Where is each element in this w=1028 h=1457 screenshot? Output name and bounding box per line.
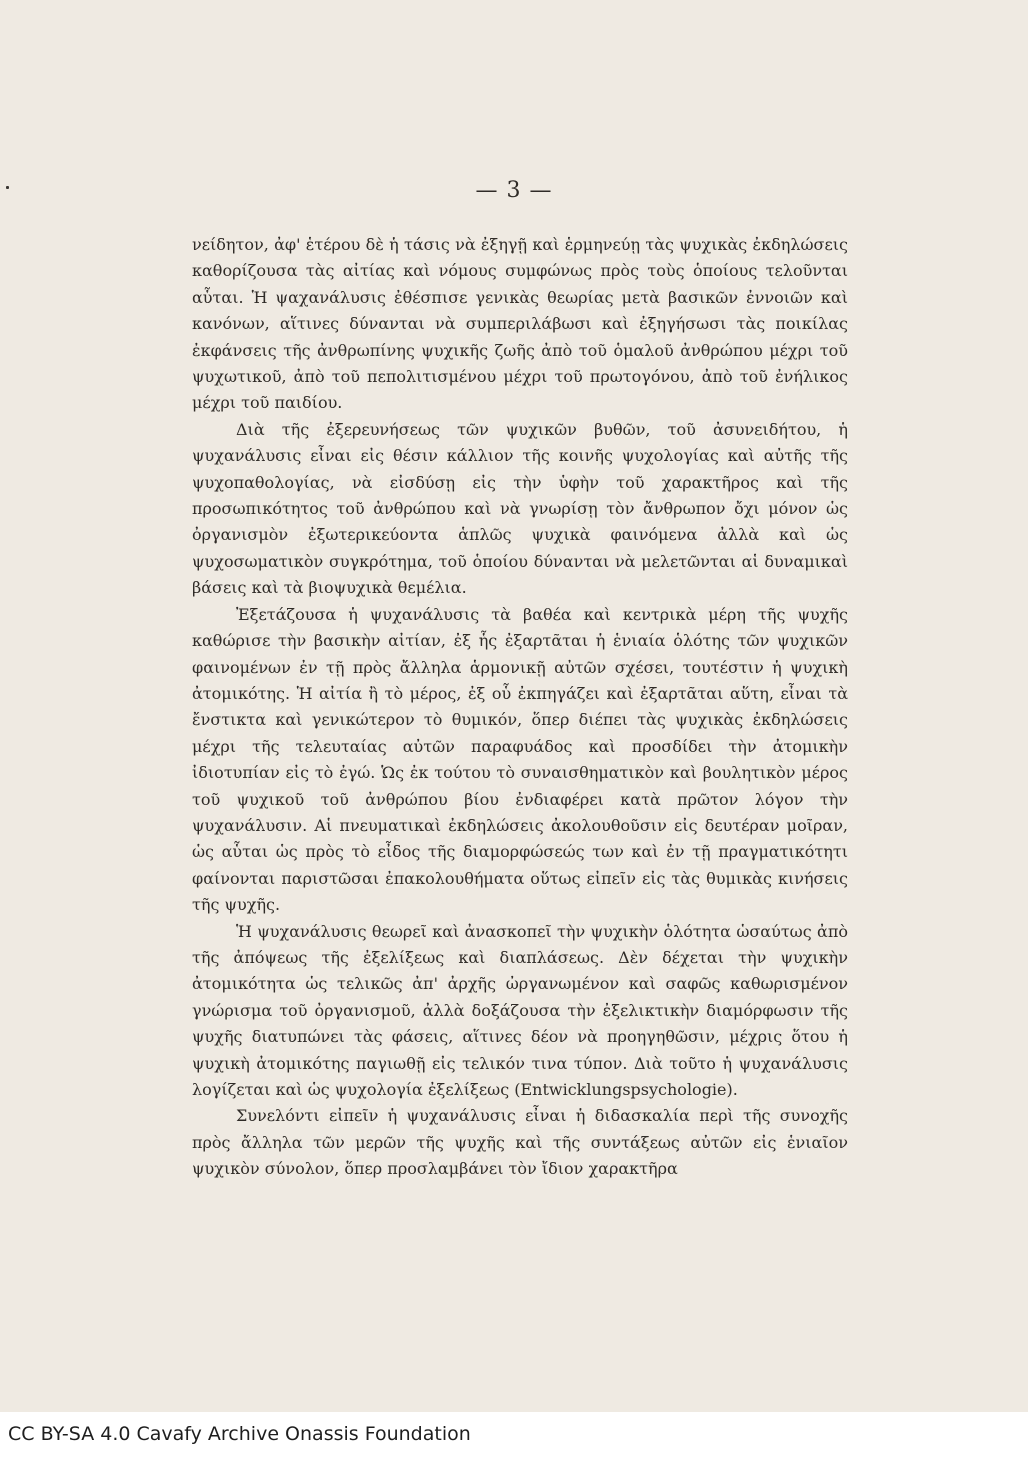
footer-bar [0,1412,1028,1457]
page-number: — 3 — [475,178,553,203]
paragraph-continued: νείδητον, ἀφ' ἑτέρου δὲ ἡ τάσις νὰ ἐξηγῇ καὶ ἑρμηνεύῃ τὰς ψυχικὰς ἐκδηλώσεις καθορίζουσα τὰς αἰτίας καὶ νόμους συμφώνως πρὸς τοὺς ὁποίους τελοῦνται αὗται. Ἡ ψαχανάλυσις ἐθέσπισε γενικὰς θεωρίας μετὰ βασικῶν ἐννοιῶν καὶ κανόνων, αἵτινες δύνανται νὰ συμπεριλάβωσι καὶ ἐξηγήσωσι τὰς ποικίλας ἐκφάνσεις τῆς ἀνθρωπίνης ψυχικῆς ζωῆς ἀπὸ τοῦ ὁμαλοῦ ἀνθρώπου μέχρι τοῦ ψυχωτικοῦ, ἀπὸ τοῦ πεπολιτισμένου μέχρι τοῦ πρωτογόνου, ἀπὸ τοῦ ἐνήλικος μέχρι τοῦ παιδίου. [192,235,848,413]
paragraph: Διὰ τῆς ἐξερευνήσεως τῶν ψυχικῶν βυθῶν, τοῦ ἀσυνειδήτου, ἡ ψυχανάλυσις εἶναι εἰς θέσιν κάλλιον τῆς κοινῆς ψυχολογίας καὶ αὐτῆς τῆς ψυχοπαθολογίας, νὰ εἰσδύσῃ εἰς τὴν ὑφὴν τοῦ χαρακτῆρος καὶ τῆς προσωπικότητος τοῦ ἀνθρώπου καὶ νὰ γνωρίσῃ τὸν ἄνθρωπον ὄχι μόνον ὡς ὀργανισμὸν ἐξωτερικεύοντα ἁπλῶς ψυχικὰ φαινόμενα ἀλλὰ καὶ ὡς ψυχοσωματικὸν συγκρότημα, τοῦ ὁποίου δύνανται νὰ μελετῶνται αἱ δυναμικαὶ βάσεις καὶ τὰ βιοψυχικὰ θεμέλια. [192,419,848,598]
license-credit: CC BY-SA 4.0 Cavafy Archive Onassis Foundation [8,1423,471,1445]
body-text [192,232,848,1183]
paragraph: Ἡ ψυχανάλυσις θεωρεῖ καὶ ἀνασκοπεῖ τὴν ψυχικὴν ὁλότητα ὡσαύτως ἀπὸ τῆς ἀπόψεως τῆς ἐξελίξεως καὶ διαπλάσεως. Δὲν δέχεται τὴν ψυχικὴν ἀτομικότητα ὡς τελικῶς ἀπ' ἀρχῆς ὠργανωμένον καὶ σαφῶς καθωρισμένον γνώρισμα τοῦ ὀργανισμοῦ, ἀλλὰ δοξάζουσα τὴν ἐξελικτικὴν διαμόρφωσιν τῆς ψυχῆς διατυπώνει τὰς φάσεις, αἵτινες δέον νὰ προηγηθῶσιν, μέχρις ὅτου ἡ ψυχικὴ ἀτομικότης παγιωθῇ εἰς τελικόν τινα τύπον. Διὰ τοῦτο ἡ ψυχανάλυσις λογίζεται καὶ ὡς ψυχολογία ἐξελίξεως (Entwicklungspsychologie). [192,921,848,1099]
paragraph: Ἐξετάζουσα ἡ ψυχανάλυσις τὰ βαθέα καὶ κεντρικὰ μέρη τῆς ψυχῆς καθώρισε τὴν βασικὴν αἰτίαν, ἐξ ἧς ἐξαρτᾶται ἡ ἑνιαία ὁλότης τῶν ψυχικῶν φαινομένων ἐν τῇ πρὸς ἄλληλα ἁρμονικῇ αὐτῶν σχέσει, τουτέστιν ἡ ψυχικὴ ἀτομικότης. Ἡ αἰτία ἢ τὸ μέρος, ἐξ οὗ ἐκπηγάζει καὶ ἐξαρτᾶται αὕτη, εἶναι τὰ ἔνστικτα καὶ γενικώτερον τὸ θυμικόν, ὅπερ διέπει τὰς ψυχικὰς ἐκδηλώσεις μέχρι τῆς τελευταίας αὐτῶν παραφυάδος καὶ προσδίδει τὴν ἀτομικὴν ἰδιοτυπίαν εἰς τὸ ἐγώ. Ὡς ἐκ τούτου τὸ συναισθηματικὸν καὶ βουλητικὸν μέρος τοῦ ψυχικοῦ τοῦ ἀνθρώπου βίου ἐνδιαφέρει κατὰ πρῶτον λόγον τὴν ψυχανάλυσιν. Αἱ πνευματικαὶ ἐκδηλώσεις ἀκολουθοῦσιν εἰς δευτέραν μοῖραν, ὡς αὗται ὡς πρὸς τὸ εἶδος τῆς διαμορφώσεώς των καὶ ἐν τῇ πραγματικότητι φαίνονται παριστῶσαι ἐπακολουθήματα οὕτως εἰπεῖν εἰς τὰς θυμικὰς κινήσεις τῆς ψυχῆς. [192,604,848,915]
paragraph: Συνελόντι εἰπεῖν ἡ ψυχανάλυσις εἶναι ἡ διδασκαλία περὶ τῆς συνοχῆς πρὸς ἄλληλα τῶν μερῶν τῆς ψυχῆς καὶ τῆς συντάξεως αὐτῶν εἰς ἑνιαῖον ψυχικὸν σύνολον, ὅπερ προσλαμβάνει τὸν ἴδιον χαρακτῆρα [192,1106,848,1179]
